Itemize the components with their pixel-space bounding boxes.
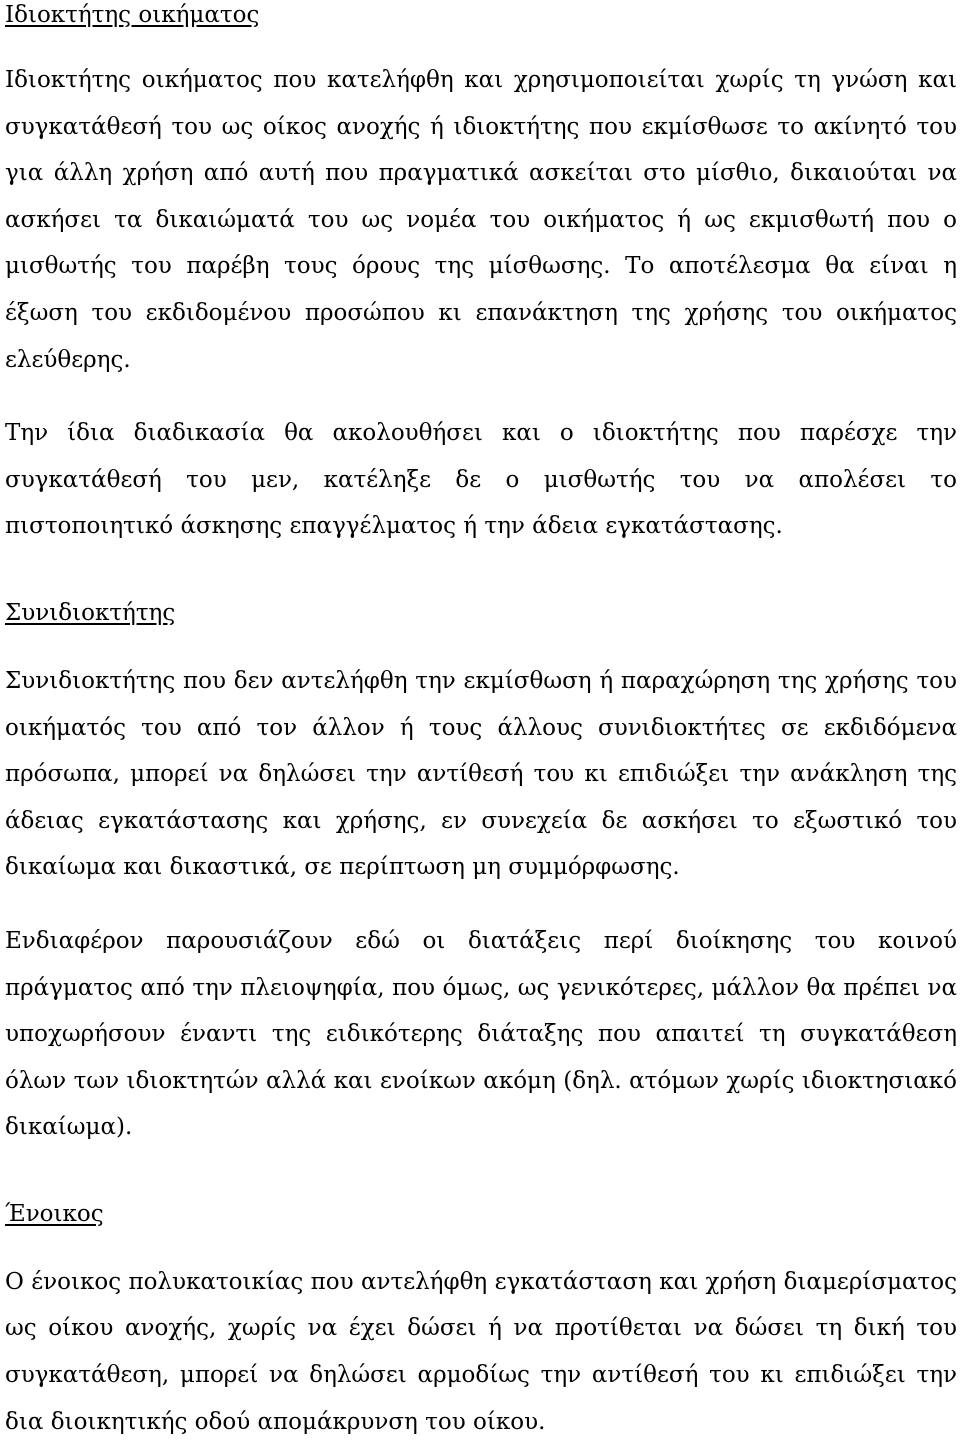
document-page	[5, 0, 957, 1445]
tenant-paragraph-1: Ο ένοικος πολυκατοικίας που αντελήφθη εγκατάσταση και χρήση διαμερίσματος ως οίκου ανοχής, χωρίς να έχει δώσει ή να προτίθεται να δώσει τη δική του συγκατάθεση, μπορεί να δηλώσει αρμοδίως την αντίθεσή του κι επιδιώξει την δια διοικητικής οδού απομάκρυνση του οίκου.	[5, 1268, 957, 1435]
section-heading-owner: Ιδιοκτήτης οικήματος	[5, 2, 260, 28]
owner-paragraph-1: Ιδιοκτήτης οικήματος που κατελήφθη και χρησιμοποιείται χωρίς τη γνώση και συγκατάθεσή του ως οίκος ανοχής ή ιδιοκτήτης που εκμίσθωσε το ακίνητό του για άλλη χρήση από αυτή που πραγματικά ασκείται στο μίσθιο, δικαιούται να ασκήσει τα δικαιώματά του ως νομέα του οικήματος ή ως εκμισθωτή που ο μισθωτής του παρέβη τους όρους της μίσθωσης. Το αποτέλεσμα θα είναι η έξωση του εκδιδομένου προσώπου κι επανάκτηση της χρήσης του οικήματος ελεύθερης.	[5, 67, 957, 373]
owner-paragraph-2: Την ίδια διαδικασία θα ακολουθήσει και ο ιδιοκτήτης που παρέσχε την συγκατάθεσή του μεν, κατέληξε δε ο μισθωτής του να απολέσει το πιστοποιητικό άσκησης επαγγέλματος ή την άδεια εγκατάστασης.	[5, 420, 957, 540]
co-owner-paragraph-1: Συνιδιοκτήτης που δεν αντελήφθη την εκμίσθωση ή παραχώρηση της χρήσης του οικήματός του από τον άλλον ή τους άλλους συνιδιοκτήτες σε εκδιδόμενα πρόσωπα, μπορεί να δηλώσει την αντίθεσή του κι επιδιώξει την ανάκληση της άδειας εγκατάστασης και χρήσης, εν συνεχεία δε ασκήσει το εξωστικό του δικαίωμα και δικαστικά, σε περίπτωση μη συμμόρφωσης.	[5, 667, 957, 881]
section-heading-tenant: Ένοικος	[5, 1200, 104, 1227]
section-heading-co-owner: Συνιδιοκτήτης	[5, 599, 176, 626]
co-owner-paragraph-2: Ενδιαφέρον παρουσιάζουν εδώ οι διατάξεις περί διοίκησης του κοινού πράγματος από την πλειοψηφία, που όμως, ως γενικότερες, μάλλον θα πρέπει να υποχωρήσουν έναντι της ειδικότερης διάταξης που απαιτεί τη συγκατάθεση όλων των ιδιοκτητών αλλά και ενοίκων ακόμη (δηλ. ατόμων χωρίς ιδιοκτησιακό δικαίωμα).	[5, 927, 957, 1141]
